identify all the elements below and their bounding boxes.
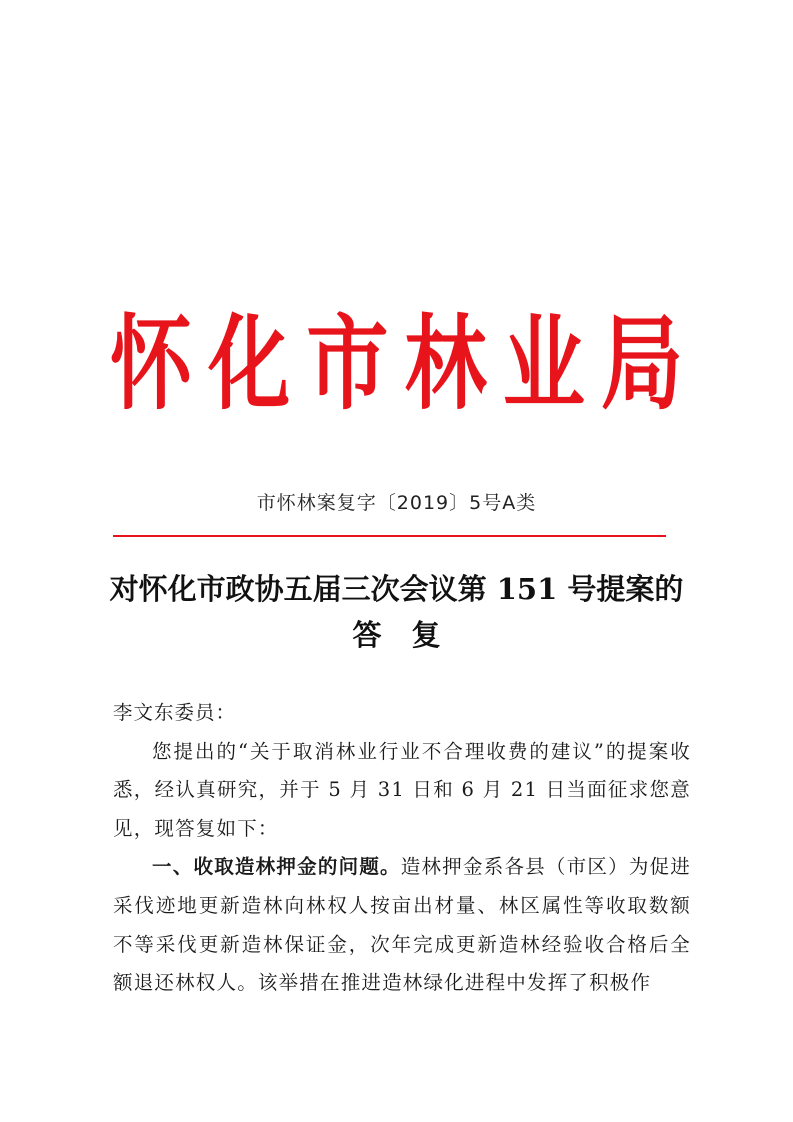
paragraph-section-1 — [113, 848, 691, 1002]
document-number: 市怀林案复字〔2019〕5号A类 — [256, 492, 537, 514]
org-name-char: 局 — [600, 305, 683, 424]
org-name-char: 化 — [208, 305, 291, 424]
title-line-2: 答复 — [352, 618, 471, 652]
section-heading: 一、收取造林押金的问题。 — [152, 855, 401, 879]
salutation: 李文东委员： — [113, 701, 237, 724]
org-name-char: 林 — [404, 305, 487, 424]
org-name-char: 业 — [502, 305, 585, 424]
document-title — [90, 566, 703, 658]
org-name-char: 怀 — [110, 305, 193, 424]
org-header — [110, 300, 683, 430]
section-text: 造林押金系各县（市区）为促进采伐迹地更新造林向林权人按亩出材量、林区属性等收取数额不等采伐更新造林保证金，次年完成更新造林经验收合格后全额退还林权人。该举措在推进造林绿化进程中发挥了积极作 — [113, 855, 691, 995]
document-body — [113, 694, 691, 1003]
org-name-char: 市 — [306, 305, 389, 424]
paragraph-intro: 您提出的“关于取消林业行业不合理收费的建议”的提案收悉，经认真研究，并于 5 月 31 日和 6 月 21 日当面征求您意见，现答复如下： — [113, 739, 691, 840]
red-divider-line — [113, 535, 666, 537]
title-line-1: 对怀化市政协五届三次会议第 151 号提案的 — [109, 572, 684, 606]
